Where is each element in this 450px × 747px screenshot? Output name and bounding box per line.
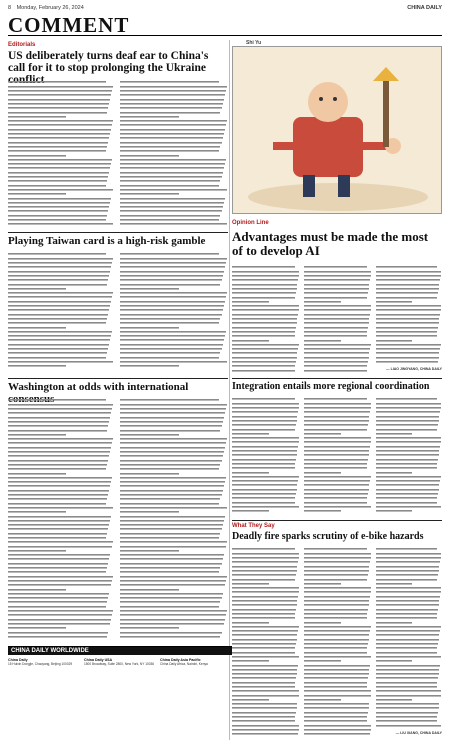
issue-date: Monday, February 26, 2024 (16, 5, 84, 11)
section-title: COMMENT (8, 13, 130, 37)
text-line (8, 634, 107, 638)
footer-title: CHINA DAILY WORLDWIDE (8, 647, 232, 655)
footer-col (8, 658, 80, 666)
opinion-label: Opinion Line (232, 220, 269, 226)
gaza-headline: Washington at odds with international (8, 381, 189, 393)
text-line (376, 360, 438, 364)
column-divider (229, 40, 230, 740)
divider (8, 232, 228, 233)
footer-col-text: 1500 Broadway, Suite 2800, New York, NY 10036 (84, 662, 155, 666)
editorial-body-col-2 (120, 80, 228, 228)
gaza-body-col-2 (120, 398, 228, 640)
editorials-label: Editorials (8, 42, 36, 48)
page-number: 8 (8, 5, 12, 11)
opinion-body-col-2 (304, 265, 372, 373)
footer-col-head: China Daily Asia Pacific (160, 658, 201, 662)
integration-body-col-3 (376, 397, 442, 515)
integration-body-col-2 (304, 397, 372, 515)
wtsay-body-col-2 (304, 547, 372, 737)
opinion-body-col-1 (232, 265, 300, 373)
footer-col (160, 658, 232, 666)
text-line (304, 509, 341, 513)
wtsay-byline: — LIU XIANG, CHINA DAILY (395, 731, 442, 735)
taiwan-headline: Playing Taiwan card is a high-risk gamble (8, 235, 206, 247)
wtsay-headline: Deadly fire sparks scrutiny of e-bike hazards (232, 531, 424, 542)
text-line (304, 732, 370, 736)
what-they-say-label: What They Say (232, 523, 275, 529)
paper-name: CHINA DAILY (407, 5, 442, 11)
opinion-headline: Advantages must be made the most of to develop AI (232, 229, 429, 258)
worldwide-footer (8, 646, 232, 742)
masthead (8, 14, 442, 36)
opinion-body-col-3 (376, 265, 442, 365)
footer-col-text: China Daily Africa, Nairobi, Kenya (160, 662, 208, 666)
text-line (304, 368, 367, 372)
wtsay-body-col-1 (232, 547, 300, 737)
text-line (120, 634, 220, 638)
cartoon-illustration-icon (233, 47, 442, 214)
footer-col-text: 15 Huixin Dongjie, Chaoyang, Beijing 100029 (8, 662, 73, 666)
top-bar (8, 3, 442, 13)
integration-headline: Integration entails more regional coordination (232, 381, 430, 392)
text-line (8, 364, 66, 368)
text-line (120, 222, 227, 226)
taiwan-body-col-1 (8, 252, 114, 372)
cartoon-credit: Shi Yu (246, 40, 262, 46)
footer-col-head: China Daily USA (84, 658, 113, 662)
editorial-headline: US deliberately turns deaf ear to China's call for it to stop prolonging the Ukraine (8, 50, 209, 75)
text-line (232, 509, 269, 513)
text-line (232, 732, 298, 736)
divider (232, 378, 442, 379)
integration-body-col-1 (232, 397, 300, 515)
footer-columns (8, 655, 232, 669)
divider (8, 378, 228, 379)
text-line (376, 509, 412, 513)
wtsay-body-col-3 (376, 547, 442, 729)
text-line (376, 723, 441, 727)
editorial-body-col-1 (8, 80, 114, 228)
text-line (8, 222, 113, 226)
footer-col (84, 658, 156, 666)
gaza-body-col-1 (8, 398, 114, 640)
editorial-cartoon (232, 46, 442, 214)
opinion-byline: — LIAO JINGYANG, CHINA DAILY (386, 367, 442, 371)
top-bar-left (8, 5, 88, 11)
text-line (120, 364, 179, 368)
text-line (232, 368, 295, 372)
divider (232, 520, 442, 521)
taiwan-body-col-2 (120, 252, 228, 372)
footer-col-head: China Daily (8, 658, 28, 662)
